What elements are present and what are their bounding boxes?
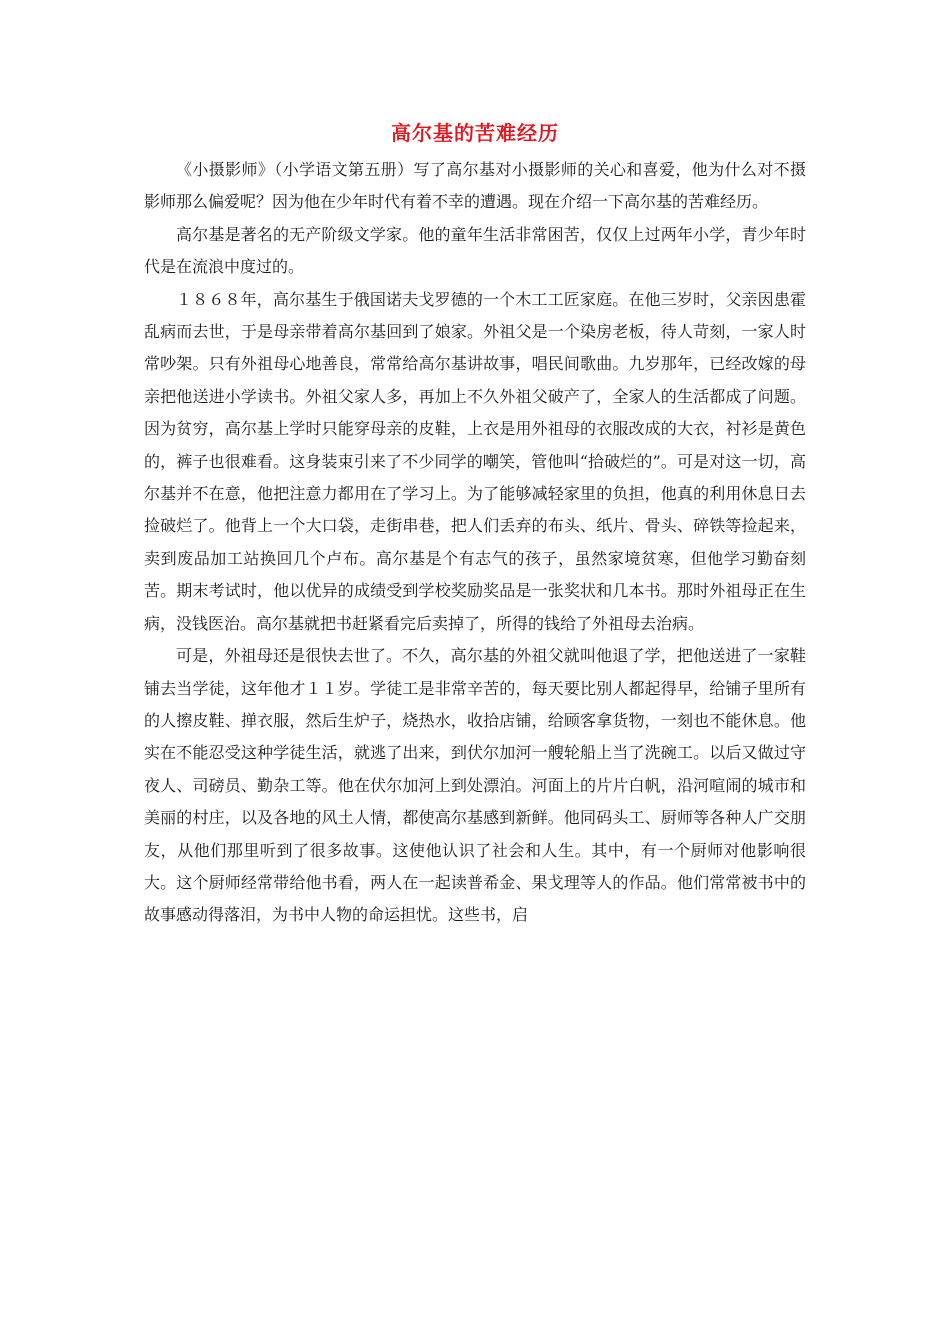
document-title: 高尔基的苦难经历 [391,121,559,145]
document-body [144,154,806,932]
paragraph-apprentice: 可是，外祖母还是很快去世了。不久，高尔基的外祖父就叫他退了学，把他送进了一家鞋铺去当学徒，这年他才１１岁。学徒工是非常辛苦的，每天要比别人都起得早，给铺子里所有的人擦皮鞋、掸衣服，然后生炉子，烧热水，收拾店铺，给顾客拿货物，一刻也不能休息。他实在不能忍受这种学徒生活，就逃了出来，到伏尔加河一艘轮船上当了洗碗工。以后又做过守夜人、司磅员、勤杂工等。他在伏尔加河上到处漂泊。河面上的片片白帆，沿河喧闹的城市和美丽的村庄，以及各地的风土人情，都使高尔基感到新鲜。他同码头工、厨师等各种人广交朋友，从他们那里听到了很多故事。这使他认识了社会和人生。其中，有一个厨师对他影响很大。这个厨师经常带给他书看，两人在一起读普希金、果戈理等人的作品。他们常常被书中的故事感动得落泪，为书中人物的命运担忧。这些书，启 [144,646,806,925]
paragraph-childhood: １８６８年，高尔基生于俄国诺夫戈罗德的一个木工工匠家庭。在他三岁时，父亲因患霍乱病而去世，于是母亲带着高尔基回到了娘家。外祖父是一个染房老板，待人苛刻，一家人时常吵架。只有外祖母心地善良，常常给高尔基讲故事，唱民间歌曲。九岁那年，已经改嫁的母亲把他送进小学读书。外祖父家人多，再加上不久外祖父破产了，全家人的生活都成了问题。因为贫穷，高尔基上学时只能穿母亲的皮鞋，上衣是用外祖母的衣服改成的大衣，衬衫是黄色的，裤子也很难看。这身装束引来了不少同学的嘲笑，管他叫“拾破烂的”。可是对这一切，高尔基并不在意，他把注意力都用在了学习上。为了能够减轻家里的负担，他真的利用休息日去捡破烂了。他背上一个大口袋，走街串巷，把人们丢弃的布头、纸片、骨头、碎铁等捡起来，卖到废品加工站换回几个卢布。高尔基是个有志气的孩子，虽然家境贫寒，但他学习勤奋刻苦。期末考试时，他以优异的成绩受到学校奖励奖品是一张奖状和几本书。那时外祖母正在生病，没钱医治。高尔基就把书赶紧看完后卖掉了，所得的钱给了外祖母去治病。 [144,289,806,633]
paragraph-overview: 高尔基是著名的无产阶级文学家。他的童年生活非常困苦，仅仅上过两年小学，青少年时代是在流浪中度过的。 [144,224,806,277]
paragraph-intro: 《小摄影师》（小学语文第五册）写了高尔基对小摄影师的关心和喜爱，他为什么对不摄影师那么偏爱呢？因为他在少年时代有着不幸的遭遇。现在介绍一下高尔基的苦难经历。 [144,160,806,212]
